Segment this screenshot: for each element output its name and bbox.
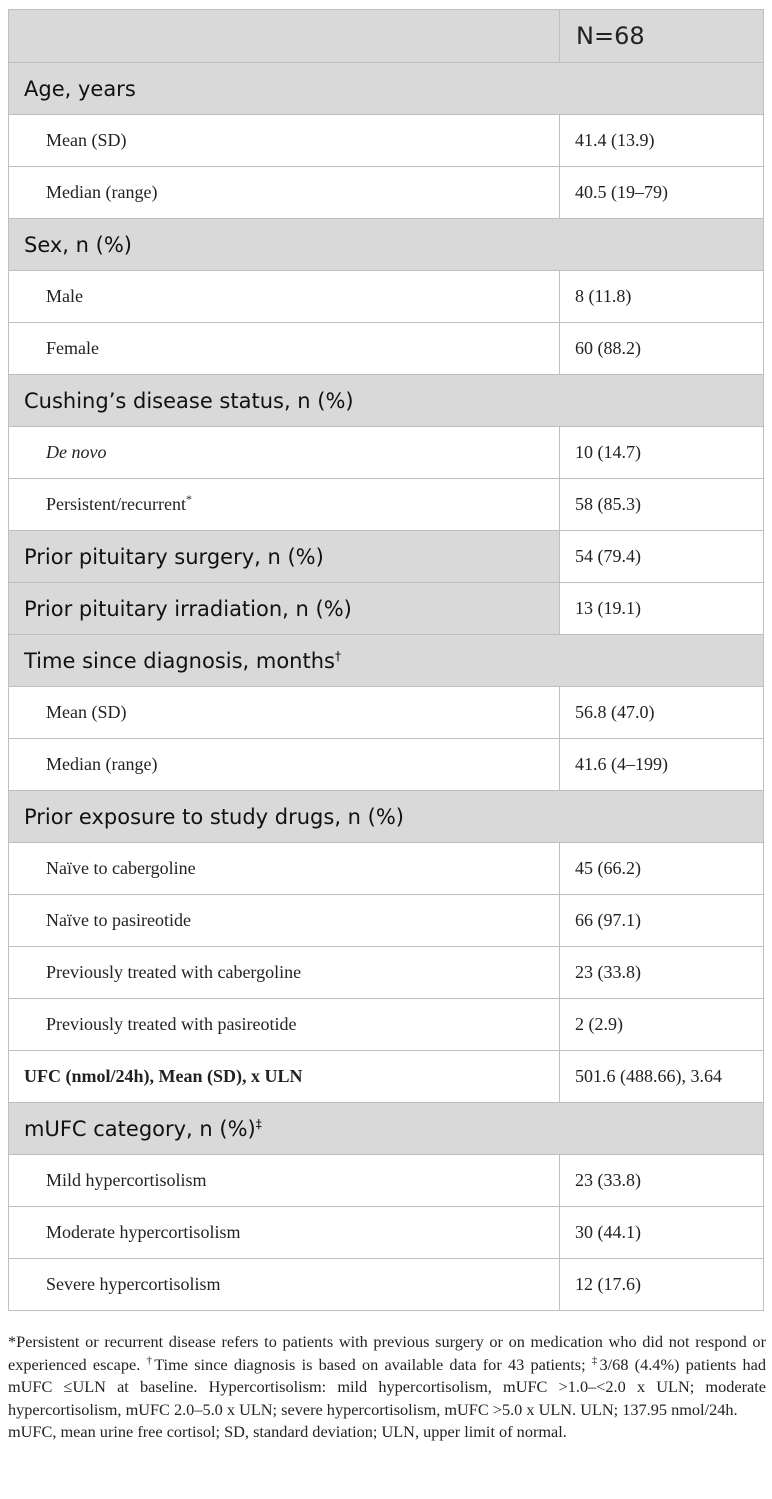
section-label-cell (9, 1103, 764, 1155)
row-value: 41.6 (4–199) (560, 739, 764, 791)
footnote-marker: † (146, 1354, 155, 1367)
row-value: 40.5 (19–79) (560, 167, 764, 219)
footnote-text: 3/68 (4.4%) patients had mUFC ≤ULN at baseline. Hypercortisolism: mild hypercortisolism, mUFC >1.0–<2.0 x ULN; moderate hypercortisolism, mUFC 2.0–5.0 x ULN; severe hypercortisolism, mUFC >5.0 x ULN. ULN; 137.95 nmol/24h. (8, 1354, 767, 1419)
section-label: mUFC category, n (%) (24, 1116, 256, 1141)
row-value: 56.8 (47.0) (560, 687, 764, 739)
row-value: 8 (11.8) (560, 271, 764, 323)
footnote-paragraph (8, 1331, 766, 1421)
table-row (9, 895, 764, 947)
section-row-mufc-category (9, 1103, 764, 1155)
footnote-marker: † (334, 648, 341, 663)
row-label: Median (range) (9, 167, 560, 219)
footnote-marker: ‡ (591, 1354, 600, 1367)
row-value: 41.4 (13.9) (560, 115, 764, 167)
section-row-prior-irradiation (9, 583, 764, 635)
row-value: 58 (85.3) (560, 479, 764, 531)
section-label: Prior pituitary irradiation, n (%) (9, 583, 560, 635)
row-value: 2 (2.9) (560, 999, 764, 1051)
header-empty-cell (9, 10, 560, 63)
table-row (9, 1155, 764, 1207)
section-label-cell (9, 635, 764, 687)
row-label: Mean (SD) (9, 687, 560, 739)
row-label: Female (9, 323, 560, 375)
row-value: 66 (97.1) (560, 895, 764, 947)
section-label: Prior pituitary surgery, n (%) (9, 531, 560, 583)
row-label: Persistent/recurrent (46, 494, 186, 514)
row-label: Naïve to pasireotide (9, 895, 560, 947)
table-row (9, 167, 764, 219)
row-label: Moderate hypercortisolism (9, 1207, 560, 1259)
row-label: UFC (nmol/24h), Mean (SD), x ULN (9, 1051, 560, 1103)
row-label: Severe hypercortisolism (9, 1259, 560, 1311)
row-label: Mild hypercortisolism (9, 1155, 560, 1207)
row-value: 23 (33.8) (560, 947, 764, 999)
section-row-age (9, 63, 764, 115)
row-value: 501.6 (488.66), 3.64 (560, 1051, 764, 1103)
row-value: 23 (33.8) (560, 1155, 764, 1207)
table-row (9, 947, 764, 999)
row-value: 45 (66.2) (560, 843, 764, 895)
row-value: 60 (88.2) (560, 323, 764, 375)
table-row (9, 843, 764, 895)
section-row-time-since-diagnosis (9, 635, 764, 687)
row-value: 12 (17.6) (560, 1259, 764, 1311)
row-label: De novo (9, 427, 560, 479)
table-row (9, 999, 764, 1051)
baseline-characteristics-table (8, 9, 764, 1311)
table-row (9, 115, 764, 167)
section-label: Cushing’s disease status, n (%) (9, 375, 764, 427)
row-value: 13 (19.1) (560, 583, 764, 635)
row-label: Male (9, 271, 560, 323)
footnote-text: Time since diagnosis is based on available data for 43 patients; (154, 1354, 592, 1374)
footnote-marker: ‡ (255, 1116, 262, 1131)
header-n-cell: N=68 (560, 10, 764, 63)
row-label: Mean (SD) (9, 115, 560, 167)
table-row (9, 323, 764, 375)
table-row (9, 479, 764, 531)
row-value: 10 (14.7) (560, 427, 764, 479)
table-row (9, 271, 764, 323)
footnote-text: *Persistent or recurrent disease refers to patients with previous surgery or on medication who did not respond or experienced escape. (8, 1332, 766, 1374)
row-label-cell (9, 479, 560, 531)
section-row-prior-exposure (9, 791, 764, 843)
row-label: Naïve to cabergoline (9, 843, 560, 895)
table-row-ufc (9, 1051, 764, 1103)
section-label: Sex, n (%) (9, 219, 764, 271)
footnote-marker: * (185, 492, 192, 506)
section-label: Prior exposure to study drugs, n (%) (9, 791, 764, 843)
table-row (9, 1259, 764, 1311)
row-value: 30 (44.1) (560, 1207, 764, 1259)
section-row-prior-surgery (9, 531, 764, 583)
section-row-sex (9, 219, 764, 271)
table-row (9, 739, 764, 791)
row-label: Median (range) (9, 739, 560, 791)
row-label: Previously treated with cabergoline (9, 947, 560, 999)
section-label: Age, years (9, 63, 764, 115)
table-row (9, 1207, 764, 1259)
table-header-row (9, 10, 764, 63)
row-label: Previously treated with pasireotide (9, 999, 560, 1051)
section-label: Time since diagnosis, months (24, 648, 335, 673)
row-value: 54 (79.4) (560, 531, 764, 583)
table-row (9, 687, 764, 739)
section-row-disease-status (9, 375, 764, 427)
abbreviations-note: mUFC, mean urine free cortisol; SD, standard deviation; ULN, upper limit of normal. (8, 1422, 567, 1442)
table-row (9, 427, 764, 479)
table-footnotes (8, 1331, 766, 1444)
